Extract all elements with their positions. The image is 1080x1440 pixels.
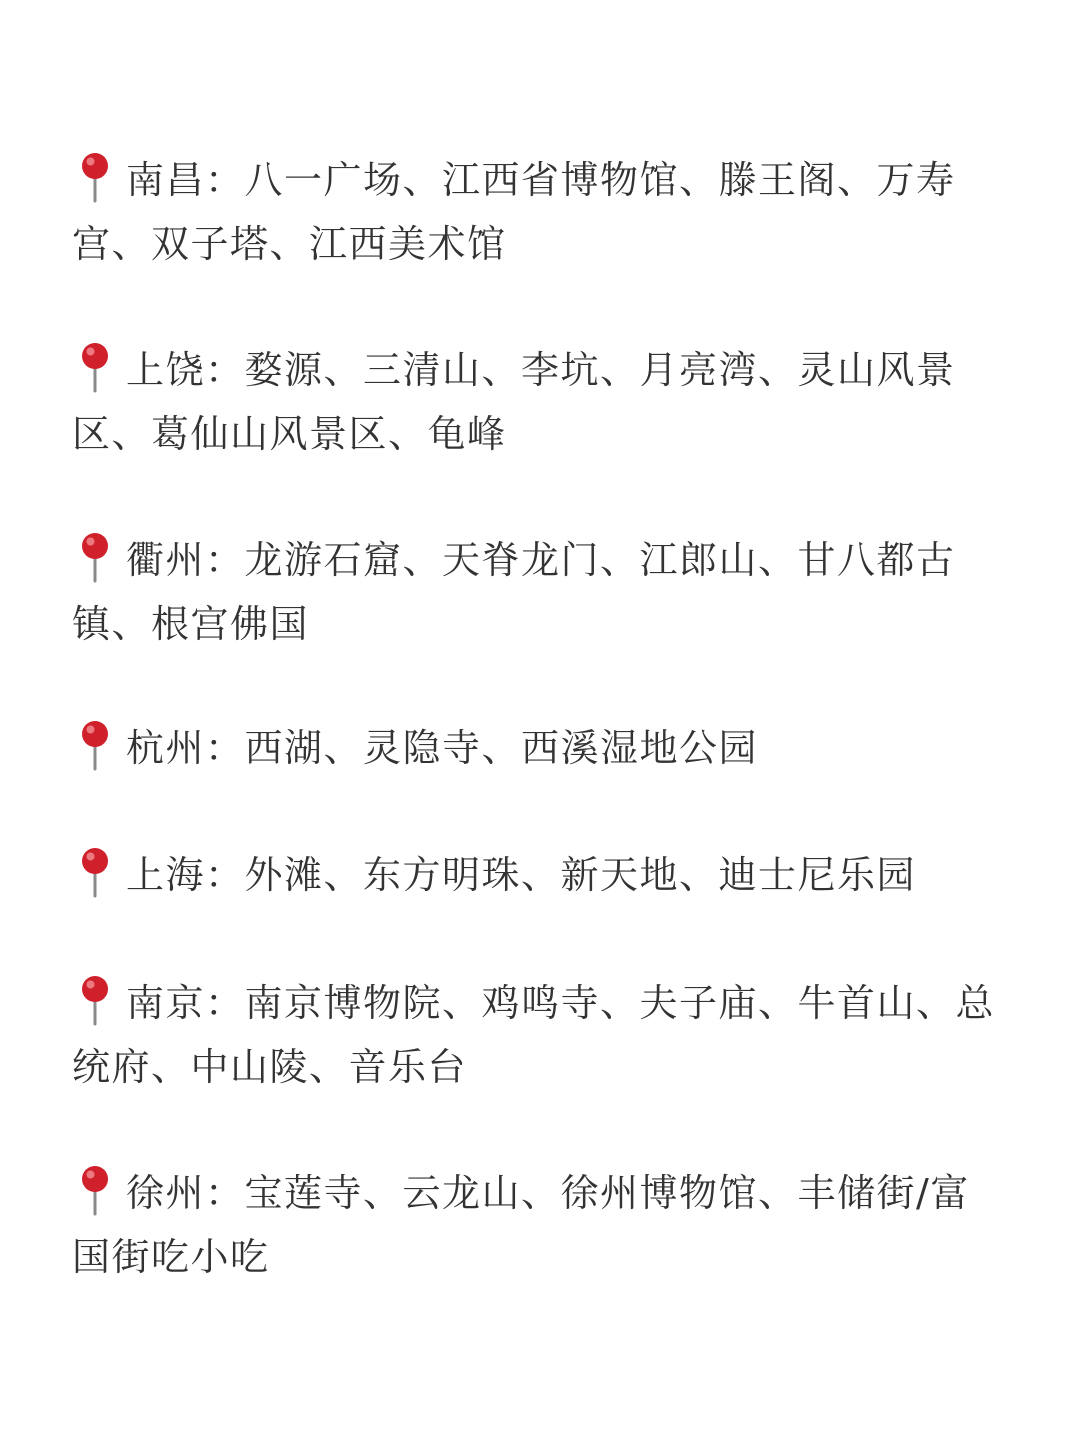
- attractions-text: 外滩、东方明珠、新天地、迪士尼乐园: [244, 853, 917, 897]
- city-name: 上海: [126, 853, 206, 897]
- colon-separator: ：: [205, 1171, 245, 1215]
- entry-nanchang: [72, 148, 1002, 276]
- entry-shangrao: [72, 338, 1002, 466]
- colon-separator: ：: [205, 158, 245, 202]
- colon-separator: ：: [205, 538, 245, 582]
- round-pushpin-icon: [72, 974, 116, 1026]
- round-pushpin-icon: [72, 531, 116, 583]
- round-pushpin-icon: [72, 341, 116, 393]
- city-name: 徐州: [126, 1171, 206, 1215]
- city-name: 杭州: [126, 726, 206, 770]
- city-name: 衢州: [126, 538, 206, 582]
- attractions-text: 八一广场、江西省博物馆、滕王阁、万寿宫、双子塔、江西美术馆: [72, 158, 956, 266]
- entry-nanjing: [72, 971, 1002, 1099]
- attractions-text: 南京博物院、鸡鸣寺、夫子庙、牛首山、总统府、中山陵、音乐台: [72, 981, 996, 1089]
- round-pushpin-icon: [72, 719, 116, 771]
- round-pushpin-icon: [72, 1164, 116, 1216]
- city-name: 南昌: [126, 158, 206, 202]
- entry-hangzhou: [72, 716, 1002, 780]
- round-pushpin-icon: [72, 151, 116, 203]
- attractions-text: 宝莲寺、云龙山、徐州博物馆、丰储街/富国街吃小吃: [72, 1171, 970, 1279]
- attractions-text: 龙游石窟、天脊龙门、江郎山、甘八都古镇、根宫佛国: [72, 538, 956, 646]
- colon-separator: ：: [205, 981, 245, 1025]
- city-name: 南京: [126, 981, 206, 1025]
- round-pushpin-icon: [72, 846, 116, 898]
- entry-xuzhou: [72, 1161, 1002, 1289]
- city-name: 上饶: [126, 348, 206, 392]
- entry-shanghai: [72, 843, 1002, 907]
- attractions-text: 西湖、灵隐寺、西溪湿地公园: [244, 726, 759, 770]
- entry-quzhou: [72, 528, 1002, 656]
- colon-separator: ：: [205, 853, 245, 897]
- colon-separator: ：: [205, 726, 245, 770]
- colon-separator: ：: [205, 348, 245, 392]
- attractions-text: 婺源、三清山、李坑、月亮湾、灵山风景区、葛仙山风景区、龟峰: [72, 348, 956, 456]
